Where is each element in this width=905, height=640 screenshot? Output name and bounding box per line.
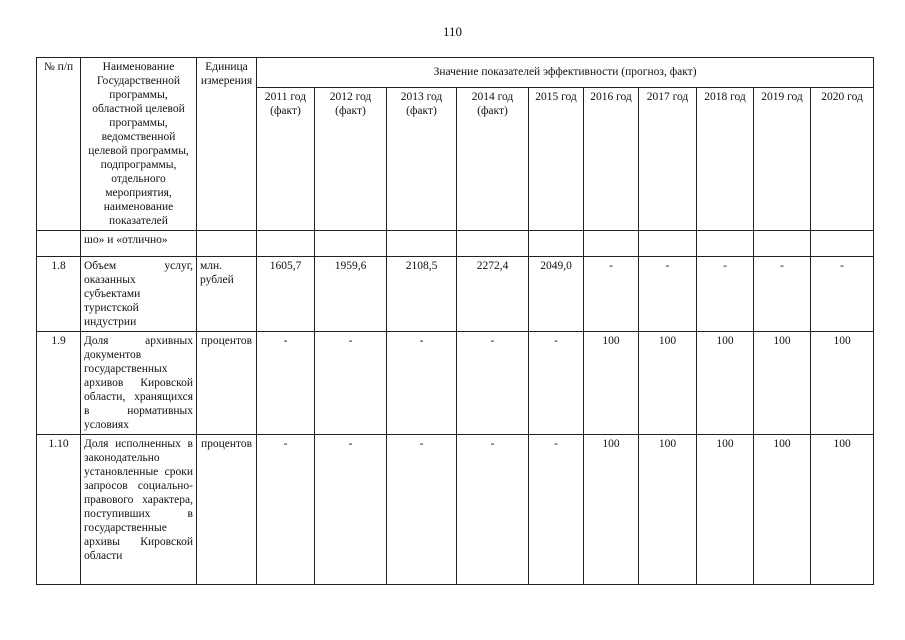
header-year: 2017 год [639, 87, 697, 230]
row-value: - [697, 257, 754, 332]
table-row [37, 332, 874, 435]
row-value: 2108,5 [387, 257, 457, 332]
row-value: 100 [697, 435, 754, 585]
header-year: 2018 год [697, 87, 754, 230]
continuation-text: шо» и «отлично» [81, 231, 197, 257]
header-name: Наименование Государственной программы, областной целевой программы, ведомственной целевой программы, подпрограммы, отдельного мероприятия, наименование показателей [81, 58, 197, 231]
row-value: 2272,4 [457, 257, 529, 332]
row-value: - [315, 435, 387, 585]
header-num: № п/п [37, 58, 81, 231]
row-value: 2049,0 [529, 257, 584, 332]
row-value: - [639, 257, 697, 332]
table-row [37, 435, 874, 585]
row-value: 1605,7 [257, 257, 315, 332]
row-number: 1.8 [37, 257, 81, 332]
row-value: - [315, 332, 387, 435]
header-year: 2016 год [584, 87, 639, 230]
header-year: 2019 год [754, 87, 811, 230]
header-year: 2014 год (факт) [457, 87, 529, 230]
row-number: 1.9 [37, 332, 81, 435]
row-value: - [529, 435, 584, 585]
row-name: Объем услуг, оказанных субъектами туристской индустрии [81, 257, 197, 332]
row-number: 1.10 [37, 435, 81, 585]
header-year: 2015 год [529, 87, 584, 230]
row-value: - [584, 257, 639, 332]
continuation-row [37, 231, 874, 257]
row-value: - [257, 435, 315, 585]
row-value: 100 [584, 435, 639, 585]
row-unit: процентов [197, 332, 257, 435]
header-year: 2011 год (факт) [257, 87, 315, 230]
header-unit: Единица измерения [197, 58, 257, 231]
row-name: Доля исполненных в законодательно установленные сроки запросов социально-правового характера, поступивших в государственные архивы Кировской области [81, 435, 197, 585]
row-value: 100 [639, 435, 697, 585]
header-values: Значение показателей эффективности (прогноз, факт) [257, 58, 874, 88]
row-value: - [457, 435, 529, 585]
row-unit: процентов [197, 435, 257, 585]
row-value: 100 [697, 332, 754, 435]
header-year: 2013 год (факт) [387, 87, 457, 230]
row-value: 100 [811, 332, 874, 435]
row-unit: млн. рублей [197, 257, 257, 332]
row-value: - [257, 332, 315, 435]
page-number: 110 [442, 24, 463, 39]
header-year: 2012 год (факт) [315, 87, 387, 230]
indicators-table [36, 57, 874, 585]
row-value: 1959,6 [315, 257, 387, 332]
row-value: 100 [811, 435, 874, 585]
table-row [37, 257, 874, 332]
row-value: 100 [584, 332, 639, 435]
row-value: - [387, 435, 457, 585]
row-value: 100 [754, 332, 811, 435]
row-value: 100 [639, 332, 697, 435]
row-value: - [387, 332, 457, 435]
row-name: Доля архивных документов государственных архивов Кировской области, хранящихся в нормативных условиях [81, 332, 197, 435]
row-value: 100 [754, 435, 811, 585]
row-value: - [529, 332, 584, 435]
row-value: - [811, 257, 874, 332]
row-value: - [457, 332, 529, 435]
header-year: 2020 год [811, 87, 874, 230]
row-value: - [754, 257, 811, 332]
